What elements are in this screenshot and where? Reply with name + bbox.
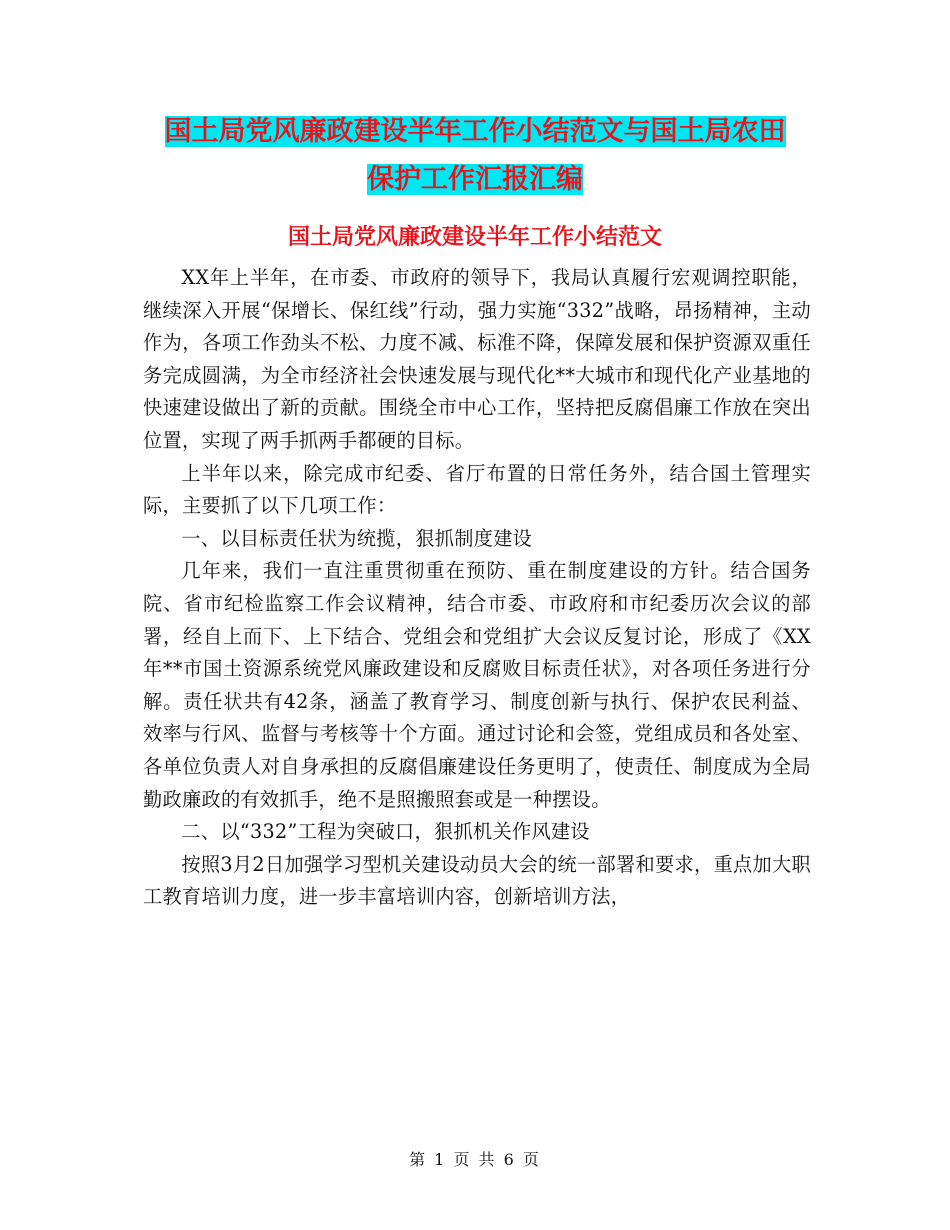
document-title [140,108,810,204]
paragraph-item-2: 按照3月2日加强学习型机关建设动员大会的统一部署和要求，重点加大职工教育培训力度，进一步丰富培训内容，创新培训方法， [143,852,811,909]
paragraph-item-1: 几年来，我们一直注重贯彻重在预防、重在制度建设的方针。结合国务院、省市纪检监察工作会议精神，结合市委、市政府和市纪委历次会议的部署，经自上而下、上下结合、党组会和党组扩大会议反复讨论，形成了《XX年**市国土资源系统党风廉政建设和反腐败目标责任状》，对各项任务进行分解。责任状共有42条，涵盖了教育学习、制度创新与执行、保护农民利益、效率与行风、监督与考核等十个方面。通过讨论和会签，党组成员和各处室、各单位负责人对自身承担的反腐倡廉建设任务更明了，使责任、制度成为全局勤政廉政的有效抓手，绝不是照搬照套或是一种摆设。 [143,559,811,811]
paragraph-overview: 上半年以来，除完成市纪委、省厅布置的日常任务外，结合国土管理实际，主要抓了以下几项工作： [143,461,811,518]
document-title-line-2: 保护工作汇报汇编 [367,164,583,195]
page-footer [0,1147,950,1170]
heading-item-2: 二、以“332”工程为突破口，狠抓机关作风建设 [181,820,590,844]
section-title: 国土局党风廉政建设半年工作小结范文 [287,224,662,250]
heading-item-1: 一、以目标责任状为统揽，狠抓制度建设 [181,526,533,550]
page-number-label: 第 1 页 共 6 页 [409,1150,541,1169]
document-body [143,262,811,914]
paragraph-intro: XX年上半年，在市委、市政府的领导下，我局认真履行宏观调控职能，继续深入开展“保增长、保红线”行动，强力实施“332”战略，昂扬精神，主动作为，各项工作劲头不松、力度不减、标准不降，保障发展和保护资源双重任务完成圆满，为全市经济社会快速发展与现代化**大城市和现代化产业基地的快速建设做出了新的贡献。围绕全市中心工作，坚持把反腐倡廉工作放在突出位置，实现了两手抓两手都硬的目标。 [143,266,811,452]
document-title-line-1: 国土局党风廉政建设半年工作小结范文与国土局农田 [164,116,786,147]
